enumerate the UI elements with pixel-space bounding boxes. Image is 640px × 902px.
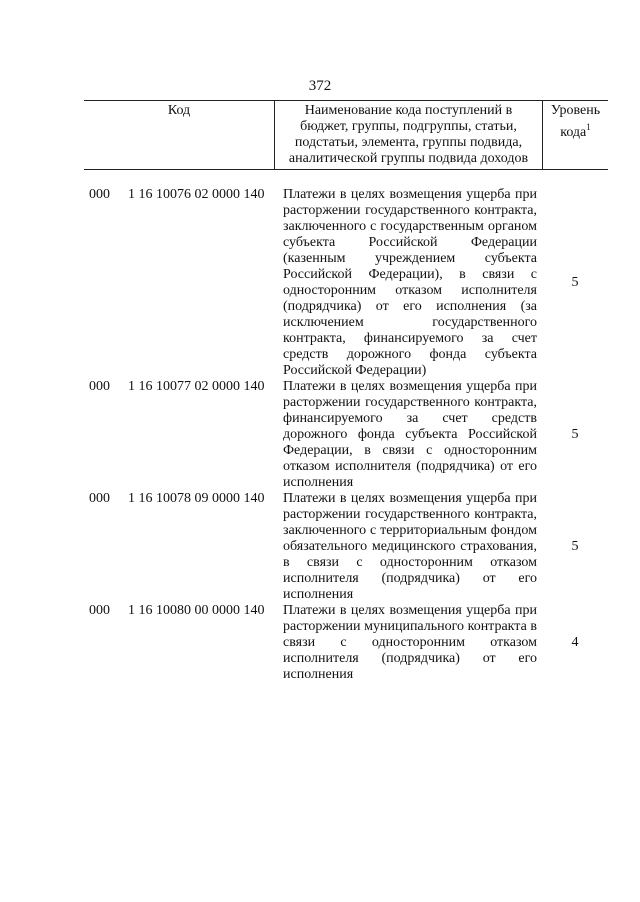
- row-prefix: 000: [89, 491, 110, 506]
- header-name-line: аналитической группы подвида доходов: [288, 151, 529, 166]
- row-name: Платежи в целях возмещения ущерба при расторжении государственного контракта, заключенного с территориальным фондом обязательного медицинского страхования, в связи с односторонним отказом исполнителя (подрядчика) от его исполнения: [283, 491, 537, 602]
- header-name-line: подстатьи, элемента, группы подвида,: [294, 135, 523, 150]
- row-prefix: 000: [89, 603, 110, 618]
- row-name: Платежи в целях возмещения ущерба при расторжении муниципального контракта в связи с односторонним отказом исполнителя (подрядчика) от его исполнения: [283, 603, 537, 682]
- row-prefix: 000: [89, 379, 110, 394]
- table-row: [0, 379, 640, 491]
- row-code: 1 16 10080 00 0000 140: [128, 603, 265, 618]
- row-level: 5: [571, 275, 579, 290]
- header-name-column: [275, 101, 543, 169]
- row-code: 1 16 10077 02 0000 140: [128, 379, 265, 394]
- row-level: 5: [571, 539, 579, 554]
- table-row: [0, 187, 640, 379]
- table-row: [0, 603, 640, 683]
- row-name: Платежи в целях возмещения ущерба при расторжении государственного контракта, финансируемого за счет средств дорожного фонда субъекта Российской Федерации, в связи с односторонним отказом исполнителя (подрядчика) от его исполнения: [283, 379, 537, 490]
- page-number: 372: [308, 78, 332, 94]
- header-name-line: Наименование кода поступлений в: [304, 103, 513, 118]
- header-name-line: бюджет, группы, подгруппы, статьи,: [300, 119, 517, 134]
- header-level-label: кода: [560, 125, 587, 140]
- table-header: [84, 100, 608, 170]
- header-level-column: [543, 101, 608, 169]
- header-level-line1: Уровень: [550, 103, 601, 118]
- row-level: 5: [571, 427, 579, 442]
- table-row: [0, 491, 640, 603]
- header-level-line2: [543, 119, 608, 141]
- row-code: 1 16 10076 02 0000 140: [128, 187, 265, 202]
- table-body: [0, 187, 640, 683]
- row-name: Платежи в целях возмещения ущерба при расторжении государственного контракта, заключенного с государственным органом субъекта Российской Федерации (казенным учреждением субъекта Российской Федерации), в связи с односторонним отказом исполнителя (подрядчика) от его исполнения (за исключением государственного контракта, финансируемого за счет средств дорожного фонда субъекта Российской Федерации): [283, 187, 537, 378]
- header-code-column: [84, 101, 275, 169]
- row-code: 1 16 10078 09 0000 140: [128, 491, 265, 506]
- header-code-label: Код: [167, 103, 191, 118]
- row-level: 4: [571, 635, 579, 650]
- footnote-marker: 1: [586, 122, 591, 132]
- row-prefix: 000: [89, 187, 110, 202]
